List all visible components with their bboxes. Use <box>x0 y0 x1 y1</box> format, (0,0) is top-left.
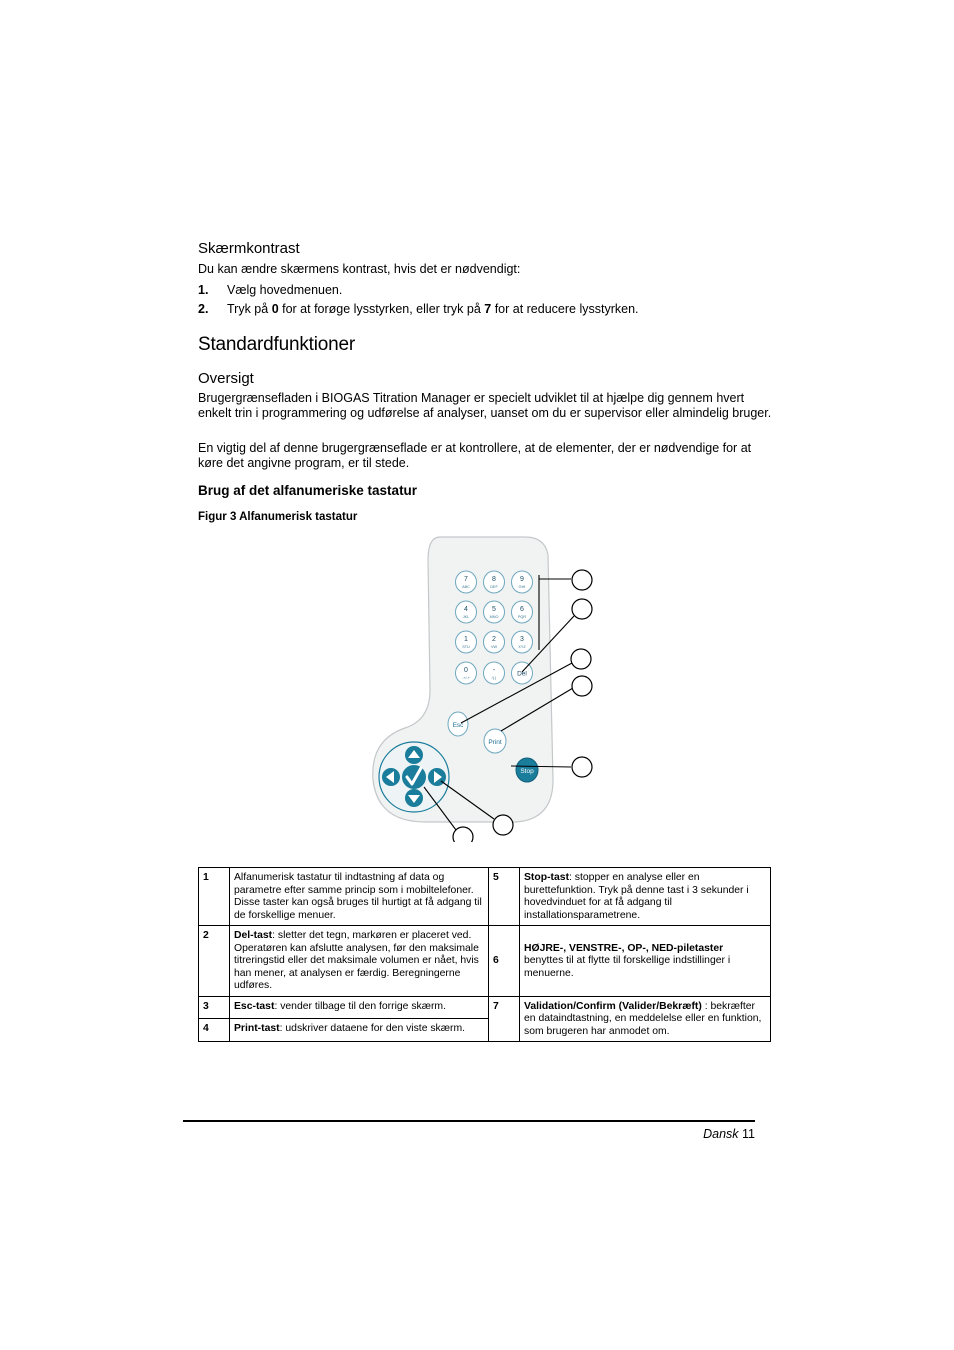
keypad-key-del[interactable] <box>512 662 533 684</box>
key-sublabel: /(.) <box>491 676 497 680</box>
keypad-key-9[interactable] <box>512 571 533 593</box>
legend-number: 2 <box>199 926 230 997</box>
key-sublabel: GHI <box>518 585 526 589</box>
key-label: 9 <box>520 576 524 583</box>
stop-key-label: Stop <box>520 768 534 775</box>
key-sublabel: DEF <box>490 585 498 589</box>
key-sublabel: -+/-+ <box>461 676 471 680</box>
overview-paragraph-2: En vigtig del af denne brugergrænseflade er at kontrollere, at de elementer, der er nødvendige for at køre det angivne program, er til stede. <box>198 441 752 470</box>
keypad-key-4[interactable] <box>456 601 477 623</box>
key-sublabel: ABC <box>462 585 470 589</box>
legend-number: 5 <box>489 868 520 926</box>
key-label: 3 <box>520 636 524 643</box>
key-label: 8 <box>492 576 496 583</box>
keypad-key-2[interactable] <box>484 631 505 653</box>
legend-description: Esc-tast: vender tilbage til den forrige skærm. <box>230 996 489 1019</box>
key-label: 4 <box>464 606 468 613</box>
esc-key-label: Esc <box>452 722 464 729</box>
legend-description: Del-tast: sletter det tegn, markøren er placeret ved. Operatøren kan afslutte analysen, før den maksimale titreringstid eller det maksimale volumen er nået, hvis han mener, at analysen er færdig. Beregningerne udføres. <box>230 926 489 997</box>
key-sublabel: STU <box>462 645 470 649</box>
step-number: 1. <box>198 283 209 297</box>
section-title-standard: Standardfunktioner <box>198 334 355 355</box>
page-footer: Dansk 11 <box>703 1127 755 1141</box>
overview-paragraph-1: Brugergrænsefladen i BIOGAS Titration Manager er specielt udviklet til at hjælpe dig gennem hvert enkelt trin i programmering og udførelse af analyser, uanset om du er supervisor eller almindelig bruger. <box>198 391 772 420</box>
key-label: Del <box>517 670 527 678</box>
table-row <box>199 868 771 926</box>
overview-title: Oversigt <box>198 370 254 387</box>
key-sublabel: MNO <box>489 615 499 619</box>
legend-number: 4 <box>199 1019 230 1042</box>
key-label: 1 <box>464 636 468 643</box>
key-label: 0 <box>464 667 468 674</box>
figure-caption: Figur 3 Alfanumerisk tastatur <box>198 511 358 523</box>
footer-rule <box>183 1120 755 1122</box>
table-row <box>199 996 771 1019</box>
section-title-contrast: Skærmkontrast <box>198 240 300 257</box>
keypad-key-dash[interactable] <box>484 662 505 684</box>
key-label: 7 <box>464 576 468 583</box>
legend-description: HØJRE-, VENSTRE-, OP-, NED-piletaster benyttes til at flytte til forskellige indstillinger i menuerne. <box>520 926 771 997</box>
keypad-key-5[interactable] <box>484 601 505 623</box>
keypad-key-7[interactable] <box>456 571 477 593</box>
key-label: 5 <box>492 606 496 613</box>
legend-description: Validation/Confirm (Valider/Bekræft) : bekræfter en dataindtastning, en meddelelse eller en funktion, som brugeren har anmodet om. <box>520 996 771 1042</box>
keypad-key-0[interactable] <box>456 662 477 684</box>
legend-number: 3 <box>199 996 230 1019</box>
keypad-key-1[interactable] <box>456 631 477 653</box>
legend-number: 1 <box>199 868 230 926</box>
keypad-key-6[interactable] <box>512 601 533 623</box>
step-number: 2. <box>198 302 209 316</box>
legend-number: 7 <box>489 996 520 1042</box>
keypad-key-3[interactable] <box>512 631 533 653</box>
keypad-key-8[interactable] <box>484 571 505 593</box>
key-label: 6 <box>520 606 524 613</box>
key-sublabel: JKL <box>462 615 470 619</box>
table-row <box>199 926 771 997</box>
key-sublabel: VW <box>490 645 498 649</box>
legend-description: Alfanumerisk tastatur til indtastning af data og parametre efter samme princip som i mobiltelefoner. Disse taster kan også bruges til hurtigt at få adgang til de forskellige menuer. <box>230 868 489 926</box>
key-sublabel: XYZ <box>518 645 526 649</box>
legend-number: 6 <box>489 926 520 997</box>
contrast-intro: Du kan ændre skærmens kontrast, hvis det er nødvendigt: <box>198 262 521 276</box>
key-sublabel: PQR <box>517 615 527 619</box>
legend-table <box>198 867 771 1042</box>
keypad-section-title: Brug af det alfanumeriske tastatur <box>198 483 418 498</box>
keypad-figure <box>370 532 610 842</box>
legend-description: Print-tast: udskriver dataene for den viste skærm. <box>230 1019 489 1042</box>
step-text: Vælg hovedmenuen. <box>227 283 343 297</box>
legend-description: Stop-tast: stopper en analyse eller en burettefunktion. Tryk på denne tast i 3 sekunder i hovedvinduet for at få adgang til installationsparametrene. <box>520 868 771 926</box>
print-key-label: Print <box>488 739 502 746</box>
key-label: 2 <box>492 636 496 643</box>
key-label: - <box>492 667 496 674</box>
step-text: Tryk på 0 for at forøge lysstyrken, eller tryk på 7 for at reducere lysstyrken. <box>227 302 639 316</box>
